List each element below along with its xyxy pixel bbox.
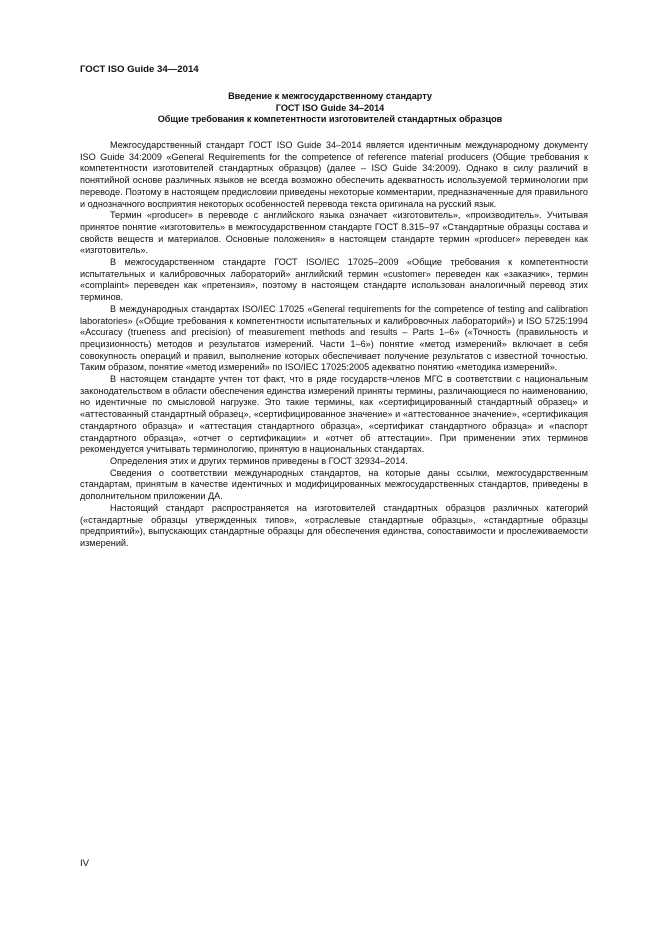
document-header: ГОСТ ISO Guide 34—2014 [80,64,199,75]
paragraph-1: Межгосударственный стандарт ГОСТ ISO Guide 34–2014 является идентичным международному документу ISO Guide 34:2009 «General Requirements for the competence of reference material producers (Общие требования к компетентности изготовителей стандартных образцов) (далее – ISO Guide 34:2009). Однако в силу различий в понятийной основе различных языков не всегда возможно обеспечить адекватность используемой терминологии при переводе. Поэтому в настоящем предисловии приведены некоторые комментарии, предназначенные для правильного и однозначного восприятия некоторых особенностей перевода текста оригинала на русский язык. [80,140,588,209]
title-line-2: ГОСТ ISO Guide 34–2014 [275,102,385,113]
paragraph-4: В международных стандартах ISO/IEC 17025 «General requirements for the competence of testing and calibration laboratories» («Общие требования к компетентности испытательных и калибровочных лабораторий») и ISO 5725:1994 «Accuracy (trueness and precision) of measurement methods and results – Parts 1–6» («Точность (правильность и прецизионность) методов и результатов измерений. Части 1–6») понятие «метод измерений» включает в себя совокупность операций и правил, выполнение которых обеспечивает получение результатов с известной точностью. Таким образом, понятие «метод измерений» по ISO/IEC 17025:2005 адекватно понятию «методика измерений». [80,303,588,373]
paragraph-7: Сведения о соответствии международных стандартов, на которые даны ссылки, межгосударственным стандартам, принятым в качестве идентичных и модифицированных межгосударственных стандартов, приведены в дополнительном приложении ДА. [80,467,588,502]
title-line-1: Введение к межгосударственному стандарту [228,91,432,101]
document-body [80,140,588,550]
paragraph-8: Настоящий стандарт распространяется на изготовителей стандартных образцов различных категорий («стандартные образцы утвержденных типов», «отраслевые стандартные образцы», «стандартные образцы предприятий»), выпускающих стандартные образцы для обеспечения единства, сопоставимости и прослеживаемости измерений. [80,502,588,548]
page-number: IV [80,858,90,869]
title-line-3: Общие требования к компетентности изготовителей стандартных образцов [157,114,503,125]
paragraph-3: В межгосударственном стандарте ГОСТ ISO/IEC 17025–2009 «Общие требования к компетентности испытательных и калибровочных лабораторий» английский термин «customer» переведен как «заказчик», термин «complaint» переведен как «претензия», поэтому в настоящем стандарте использован аналогичный перевод этих терминов. [80,257,588,303]
paragraph-6: Определения этих и других терминов приведены в ГОСТ 32934–2014. [110,455,408,466]
paragraph-2: Термин «producer» в переводе с английского языка означает «изготовитель», «производитель». Учитывая принятое понятие «изготовитель» в межгосударственном стандарте ГОСТ 8.315–97 «Стандартные образцы состава и свойств веществ и материалов. Основные положения» в настоящем стандарте термин «producer» переведен как «изготовитель». [80,210,588,256]
introduction-title [80,91,580,126]
paragraph-5: В настоящем стандарте учтен тот факт, что в ряде государств-членов МГС в соответствии с национальным законодательством в области обеспечения единства измерений приняты термины, различающиеся по наименованию, но идентичные по смысловой нагрузке. Это такие термины, как «сертифицированный стандартный образец» и «аттестованный стандартный образец», «сертифицированное значение» и «аттестованное значение», «сертификация стандартного образца» и «аттестация стандартного образца», «сертификат стандартного образца» и «паспорт стандартного образца», «отчет о сертификации» и «отчет об аттестации». При применении этих терминов рекомендуется учитывать терминологию, принятую в национальных стандартах. [80,374,588,455]
